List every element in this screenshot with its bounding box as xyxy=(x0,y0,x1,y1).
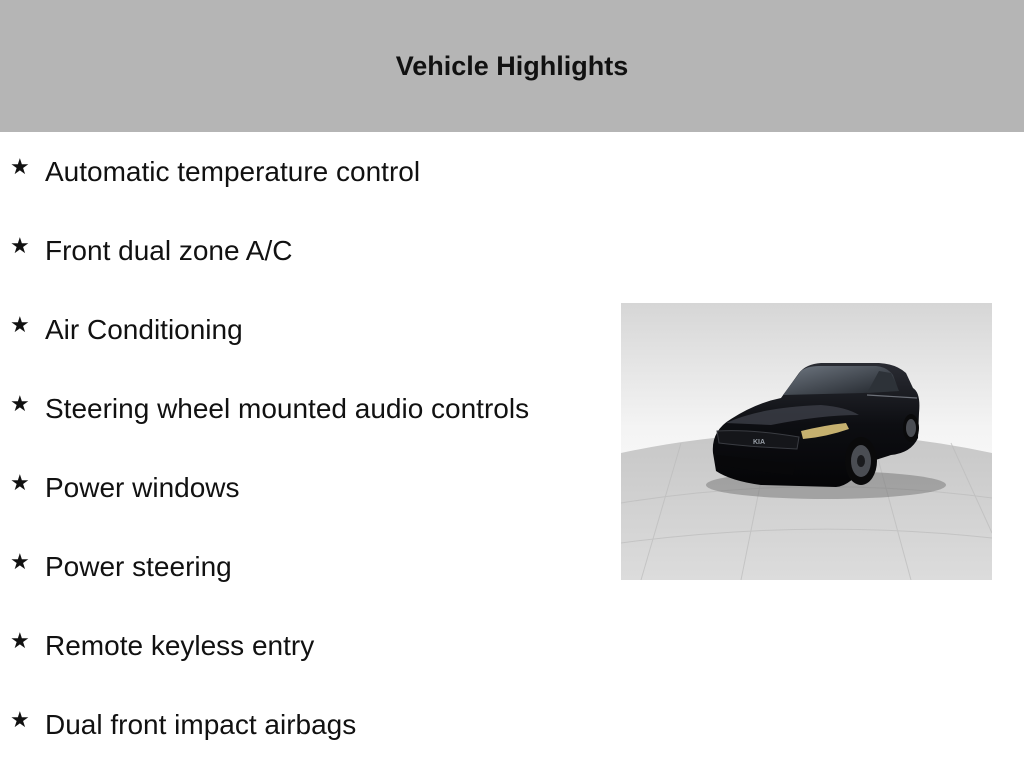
star-icon: ★ xyxy=(10,155,30,180)
feature-label: Power windows xyxy=(45,472,240,503)
page-title: Vehicle Highlights xyxy=(395,50,629,81)
feature-label: Remote keyless entry xyxy=(45,630,315,661)
list-item xyxy=(0,387,600,466)
feature-label: Front dual zone A/C xyxy=(45,235,293,266)
badge-text: KIA xyxy=(753,439,766,446)
list-item xyxy=(0,624,600,703)
page-header xyxy=(0,0,1024,132)
list-item xyxy=(0,150,600,229)
list-item xyxy=(0,308,600,387)
feature-label: Air Conditioning xyxy=(45,314,243,345)
list-item xyxy=(0,229,600,308)
feature-label: Power steering xyxy=(45,551,232,582)
feature-label: Steering wheel mounted audio controls xyxy=(45,393,530,424)
vehicle-photo xyxy=(621,303,992,580)
feature-label: Dual front impact airbags xyxy=(45,709,357,740)
star-icon: ★ xyxy=(10,708,30,733)
star-icon: ★ xyxy=(10,629,30,654)
star-icon: ★ xyxy=(10,550,30,575)
list-item xyxy=(0,703,600,782)
feature-list xyxy=(0,150,600,782)
feature-label: Automatic temperature control xyxy=(45,156,421,187)
star-icon: ★ xyxy=(10,392,30,417)
star-icon: ★ xyxy=(10,234,30,259)
star-icon: ★ xyxy=(10,313,30,338)
list-item xyxy=(0,545,600,624)
star-icon: ★ xyxy=(10,471,30,496)
list-item xyxy=(0,466,600,545)
car-image xyxy=(621,303,992,580)
